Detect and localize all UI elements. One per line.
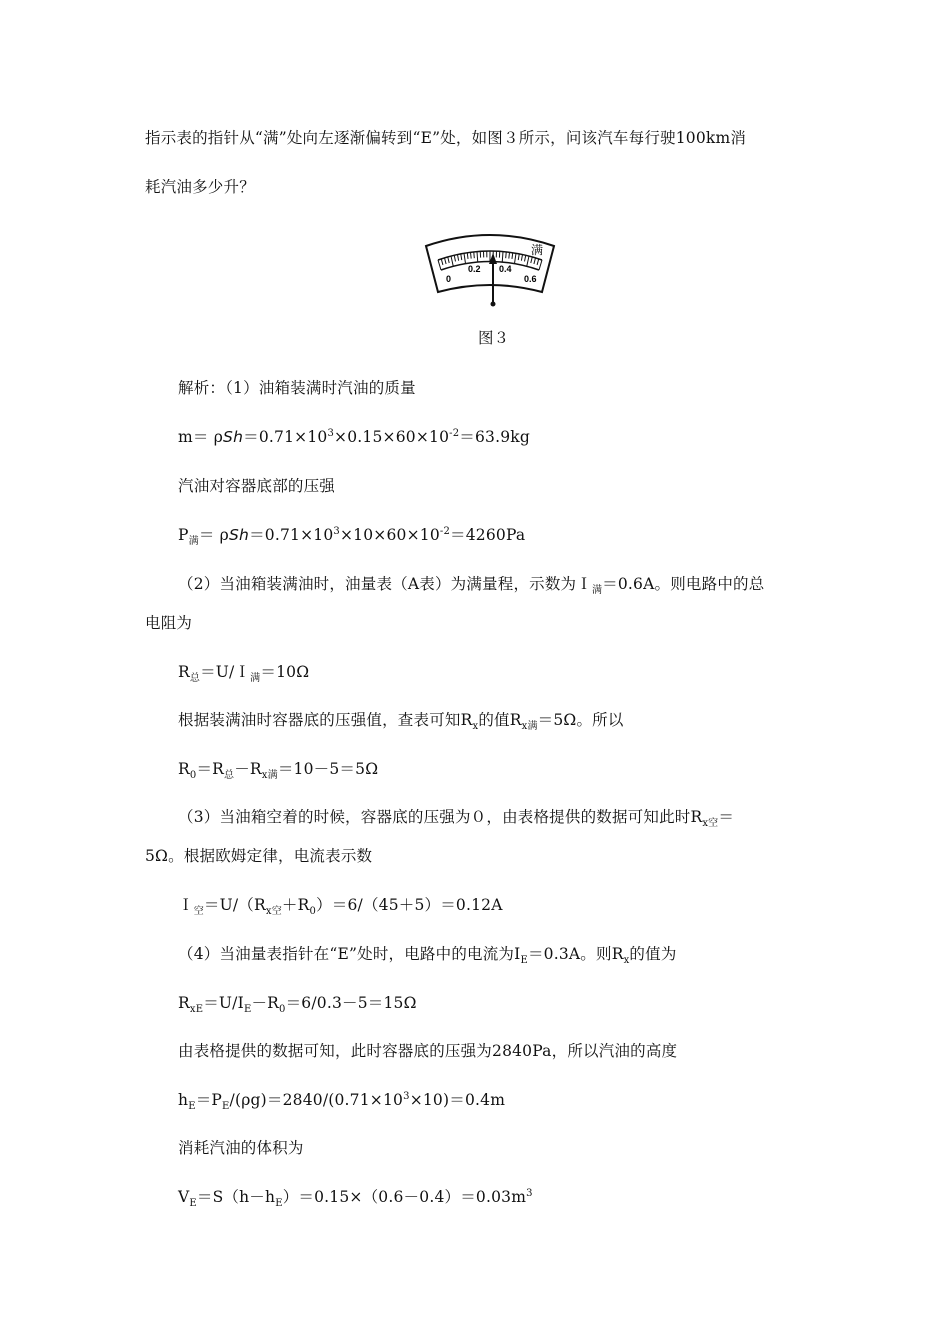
gauge-label-0-6: 0.6 bbox=[524, 274, 537, 284]
r0-equation: $R_0=R_总-R_{x满}=10-5=5\Omega$ bbox=[178, 760, 379, 782]
lookup-line: 根据装满油时容器底的压强值，查表可知$R_x$的值$R_{x满}=5\Omega$。所以 bbox=[178, 711, 624, 733]
figure-caption: 图３ bbox=[478, 329, 510, 347]
step3-line-1: （3）当油箱空着的时候，容器底的压强为０，由表格提供的数据可知此时$R_{x空}=$ bbox=[178, 808, 735, 830]
step4-line: （4）当油量表指针在“E”处时，电路中的电流为$I_E=0.3A$。则$R_x$的值为 bbox=[178, 945, 677, 967]
pressure-line: 由表格提供的数据可知，此时容器底的压强为2840Pa，所以汽油的高度 bbox=[178, 1042, 678, 1060]
i-empty-equation: $I_空=U/(R_{x空}+R_0)=6/(45+5)=0.12A$ bbox=[178, 896, 503, 918]
fuel-gauge-figure bbox=[420, 226, 560, 316]
gauge-tick bbox=[471, 252, 472, 258]
r-total-equation: $R_总=U/I_满=10\Omega$ bbox=[178, 663, 310, 685]
rxe-equation: $R_{xE}=U/I_E-R_0=6/0.3-5=15\Omega$ bbox=[178, 994, 417, 1016]
gauge-tick bbox=[506, 252, 507, 258]
pressure-heading: 汽油对容器底部的压强 bbox=[178, 477, 336, 495]
mass-equation: $m= \rho Sh=0.71\times 10^3\times 0.15\times 60\times 10^{-2}=63.9kg$ bbox=[178, 427, 531, 446]
gauge-tick bbox=[509, 252, 510, 258]
solution-heading: 解析：（1）油箱装满时汽油的质量 bbox=[178, 379, 416, 397]
volume-heading: 消耗汽油的体积为 bbox=[178, 1139, 304, 1157]
gauge-label-0-4: 0.4 bbox=[499, 264, 512, 274]
intro-line-2: 耗汽油多少升？ bbox=[145, 178, 255, 196]
gauge-tick bbox=[474, 252, 475, 258]
gauge-label-0-2: 0.2 bbox=[468, 264, 481, 274]
step2-line-2: 电阻为 bbox=[145, 614, 193, 632]
gauge-label-0: 0 bbox=[446, 274, 452, 284]
intro-line-1: 指示表的指针从“满”处向左逐渐偏转到“E”处，如图３所示，问该汽车每行驶100km消 bbox=[145, 129, 747, 147]
step2-line-1: （2）当油箱装满油时，油量表（A表）为满量程，示数为Ｉ$_满$＝0.6A。则电路中的总 bbox=[178, 575, 765, 597]
height-equation: $h_E=P_E/(\rho g)=2840/(0.71\times 10^3\times 10)=0.4m$ bbox=[178, 1090, 506, 1113]
gauge-full-mark: 满 bbox=[531, 243, 544, 257]
volume-equation: $V_E=S(h-h_E)=0.15\times(0.6-0.4)=0.03m^3$ bbox=[178, 1187, 533, 1210]
pressure-equation: $P_满= \rho Sh=0.71\times 10^3\times 10\times 60\times 10^{-2}=4260Pa$ bbox=[178, 525, 526, 548]
step3-line-2: 5Ω。根据欧姆定律，电流表示数 bbox=[145, 847, 373, 865]
